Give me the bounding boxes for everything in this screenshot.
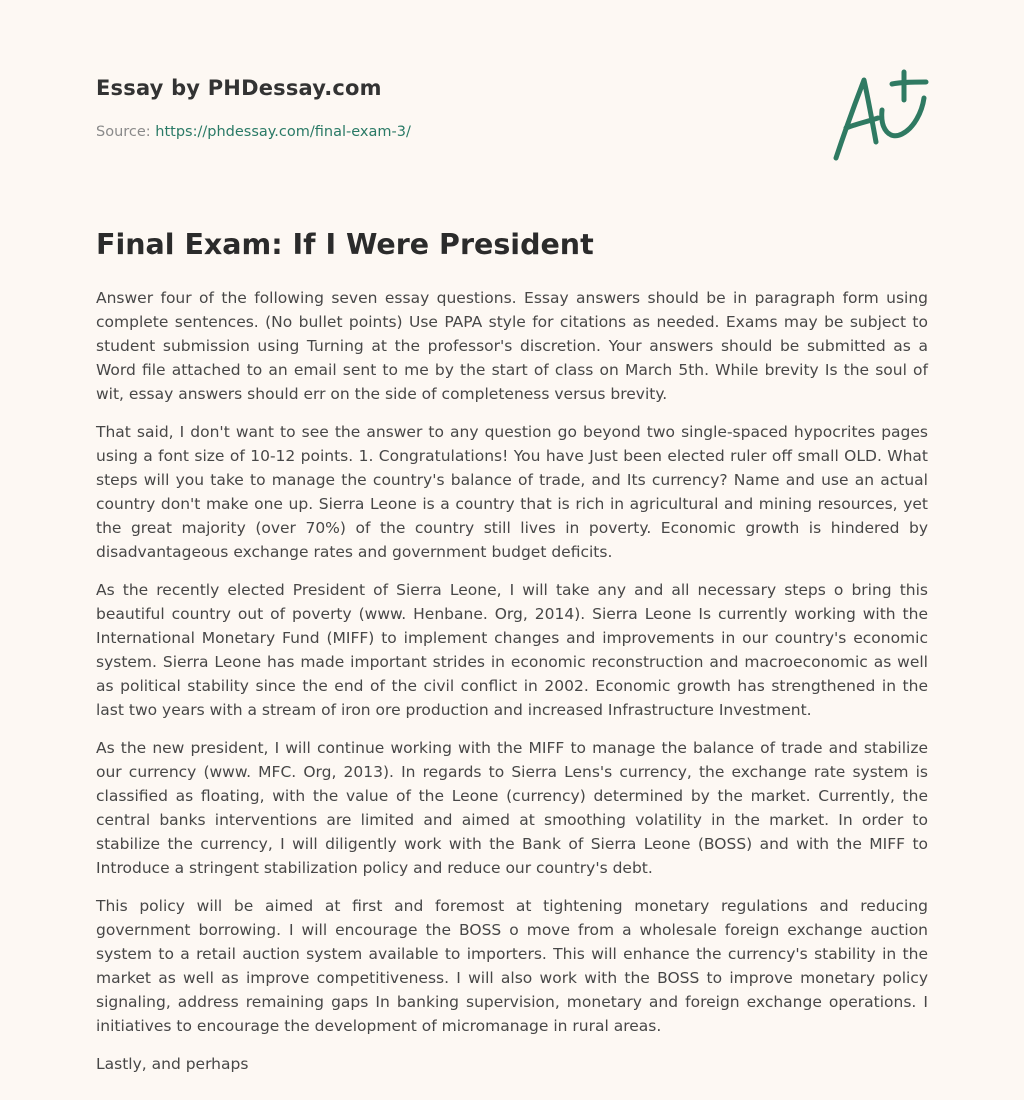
page-header — [96, 0, 928, 200]
source-line — [96, 124, 411, 140]
essay-paragraph: As the recently elected President of Sierra Leone, I will take any and all necessary steps o bring this beautiful country out of poverty (www. Henbane. Org, 2014). Sierra Leone Is currently working with the International Monetary Fund (MIFF) to implement changes and improvements in our country's economic system. Sierra Leone has made important strides in economic reconstruction and macroeconomic as well as political stability since the end of the civil conflict in 2002. Economic growth has strengthened in the last two years with a stream of iron ore production and increased Infrastructure Investment. — [96, 581, 928, 720]
essay-paragraph: As the new president, I will continue working with the MIFF to manage the balance of trade and stabilize our currency (www. MFC. Org, 2013). In regards to Sierra Lens's currency, the exchange rate system is classified as floating, with the value of the Leone (currency) determined by the market. Currently, the central banks interventions are limited and aimed at smoothing volatility in the market. In order to stabilize the currency, I will diligently work with the Bank of Sierra Leone (BOSS) and with the MIFF to Introduce a stringent stabilization policy and reduce our country's debt. — [96, 739, 928, 878]
essay-title: Final Exam: If I Were President — [96, 228, 594, 261]
essay-paragraph: That said, I don't want to see the answer to any question go beyond two single-spaced hypocrites pages using a font size of 10-12 points. 1. Congratulations! You have Just been elected ruler off small OLD. What steps will you take to manage the country's balance of trade, and Its currency? Name and use an actual country don't make one up. Sierra Leone is a country that is rich in agricultural and mining resources, yet the great majority (over 70%) of the country still lives in poverty. Economic growth is hindered by disadvantageous exchange rates and government budget deficits. — [96, 423, 928, 562]
essay-paragraph: This policy will be aimed at first and foremost at tightening monetary regulations and reducing government borrowing. I will encourage the BOSS o move from a wholesale foreign exchange auction system to a retail auction system available to importers. This will enhance the currency's stability in the market as well as improve competitiveness. I will also work with the BOSS to improve monetary policy signaling, address remaining gaps In banking supervision, monetary and foreign exchange operations. I initiatives to encourage the development of micromanage in rural areas. — [96, 897, 928, 1036]
site-title: Essay by PHDessay.com — [96, 76, 382, 100]
source-label: Source: — [96, 124, 151, 140]
essay-paragraph: Lastly, and perhaps — [96, 1055, 249, 1074]
source-link[interactable]: https://phdessay.com/final-exam-3/ — [155, 124, 411, 140]
essay-body — [96, 286, 928, 1076]
essay-paragraph: Answer four of the following seven essay questions. Essay answers should be in paragraph form using complete sentences. (No bullet points) Use PAPA style for citations as needed. Exams may be subject to student submission using Turning at the professor's discretion. Your answers should be submitted as a Word file attached to an email sent to me by the start of class on March 5th. While brevity Is the soul of wit, essay answers should err on the side of completeness versus brevity. — [96, 289, 928, 404]
a-plus-grade-logo — [830, 68, 930, 164]
